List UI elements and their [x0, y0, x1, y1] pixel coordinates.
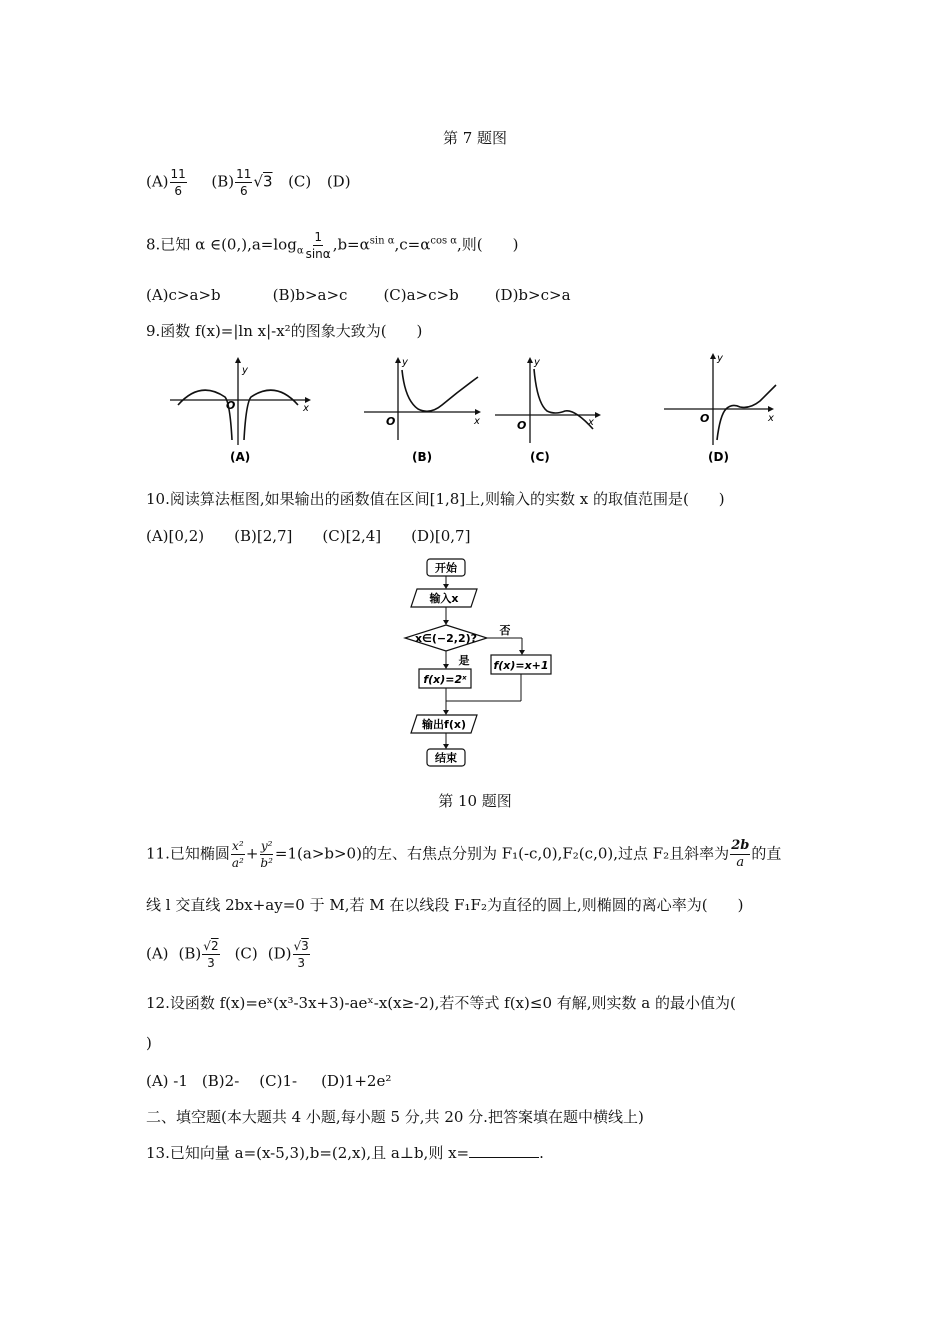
svg-text:O: O	[517, 419, 527, 432]
q12-options	[146, 1071, 391, 1091]
q12-option-d: (D)1+2e²	[321, 1072, 392, 1090]
svg-text:(D): (D)	[708, 450, 729, 464]
svg-text:x: x	[588, 417, 594, 428]
q7-option-a: (A)	[146, 172, 169, 191]
section-2-heading: 二、填空题(本大题共 4 小题,每小题 5 分,共 20 分.把答案填在题中横线上)	[146, 1108, 644, 1126]
q7-option-b-radical: √3	[253, 172, 273, 191]
q13-answer-blank[interactable]	[469, 1143, 539, 1158]
q11-option-b: (B)	[178, 944, 202, 963]
svg-text:f(x)=x+1: f(x)=x+1	[493, 659, 549, 672]
q11-options	[146, 938, 311, 971]
svg-text:x: x	[474, 416, 480, 427]
q10-flowchart	[395, 555, 565, 775]
q10-stem: 10.阅读算法框图,如果输出的函数值在区间[1,8]上,则输入的实数 x 的取值范围是( )	[146, 490, 725, 508]
q7-option-b-fraction: $\frac{11}{6}$	[236, 167, 252, 198]
q10-option-d: (D)[0,7]	[411, 527, 471, 545]
q8-option-d: (D)b>c>a	[494, 286, 571, 304]
graph-c	[495, 357, 601, 464]
svg-text:O: O	[700, 412, 710, 425]
graph-d	[664, 353, 776, 464]
figure-10-caption: 第 10 题图	[438, 792, 512, 810]
q8-option-a: (A)c>a>b	[146, 286, 221, 304]
q8-options	[146, 285, 571, 305]
svg-text:f(x)=2ˣ: f(x)=2ˣ	[423, 673, 467, 686]
svg-text:y: y	[402, 357, 408, 368]
graph-a	[170, 357, 311, 464]
svg-text:开始: 开始	[435, 561, 457, 575]
svg-text:x: x	[303, 403, 309, 414]
q9-graphs	[150, 345, 790, 470]
svg-text:x∈(−2,2)?: x∈(−2,2)?	[414, 632, 478, 645]
q8-stem: 8.已知 α $\in(0,),a=\log_\alpha$ $\frac{1}{\sin\alpha}$ $,b=\alpha^{sin \alpha},c=\alpha^{cos \alpha}$,则( )	[146, 230, 519, 261]
q11-option-d: (D)	[267, 944, 292, 963]
q7-options	[146, 166, 351, 199]
svg-text:O: O	[226, 399, 236, 412]
svg-text:输入x: 输入x	[429, 592, 459, 605]
svg-text:否: 否	[499, 624, 511, 637]
q7-option-d: (D)	[326, 172, 351, 191]
svg-text:O: O	[386, 415, 396, 428]
svg-text:y: y	[717, 353, 723, 364]
q11-option-b-value: $\frac{√2}{3}$	[203, 939, 219, 970]
q12-stem-cont: )	[146, 1034, 152, 1052]
q10-option-a: (A)[0,2)	[146, 527, 205, 545]
q8-option-c: (C)a>c>b	[383, 286, 459, 304]
graph-b	[364, 357, 481, 464]
q12-option-b: (B)2-	[201, 1072, 240, 1090]
q12-option-a: (A) -1	[146, 1072, 188, 1090]
svg-text:是: 是	[458, 654, 470, 667]
q11-option-c: (C)	[234, 944, 258, 963]
q11-option-d-value: $\frac{√3}{3}$	[293, 939, 309, 970]
q10-options	[146, 526, 470, 546]
q8-option-b: (B)b>a>c	[272, 286, 348, 304]
svg-text:结束: 结束	[435, 751, 457, 765]
svg-text:(C): (C)	[530, 450, 550, 464]
svg-text:(B): (B)	[412, 450, 433, 464]
q11-option-a: (A)	[146, 944, 169, 963]
svg-text:x: x	[768, 413, 774, 424]
q10-option-b: (B)[2,7]	[234, 527, 293, 545]
svg-text:输出f(x): 输出f(x)	[422, 718, 466, 731]
q9-stem: 9.函数 f(x)=|ln x|-x²的图象大致为( )	[146, 322, 423, 340]
q11-stem-line2: 线 l 交直线 2bx+ay=0 于 M,若 M 在以线段 F₁F₂为直径的圆上,则椭圆的离心率为( )	[146, 896, 744, 914]
q13-stem: 13.已知向量 a=(x-5,3),b=(2,x),且 a⊥b,则 x= .	[146, 1144, 544, 1162]
q7-option-a-fraction: $\frac{11}{6}$	[170, 167, 186, 198]
svg-text:y: y	[242, 365, 248, 376]
q7-option-b: (B)	[211, 172, 235, 191]
svg-text:(A): (A)	[230, 450, 251, 464]
q12-option-c: (C)1-	[259, 1072, 298, 1090]
q7-option-c: (C)	[288, 172, 312, 191]
q10-option-c: (C)[2,4]	[322, 527, 382, 545]
svg-text:y: y	[534, 357, 540, 368]
q11-stem-line1: 11.已知椭圆 $\frac{\text{x²}}{\text{a²}}$ + $\frac{\text{y²}}{\text{b²}}$ =1(a>b>0)的左、右焦点分别为 F₁(-c,0),F₂(c,0),过点 F₂且斜率为 $\frac{2b}{a}$ 的直	[146, 838, 782, 870]
figure-7-caption: 第 7 题图	[442, 129, 508, 147]
q12-stem: 12.设函数 f(x)=eˣ(x³-3x+3)-aeˣ-x(x≥-2),若不等式 f(x)≤0 有解,则实数 a 的最小值为(	[146, 994, 736, 1012]
